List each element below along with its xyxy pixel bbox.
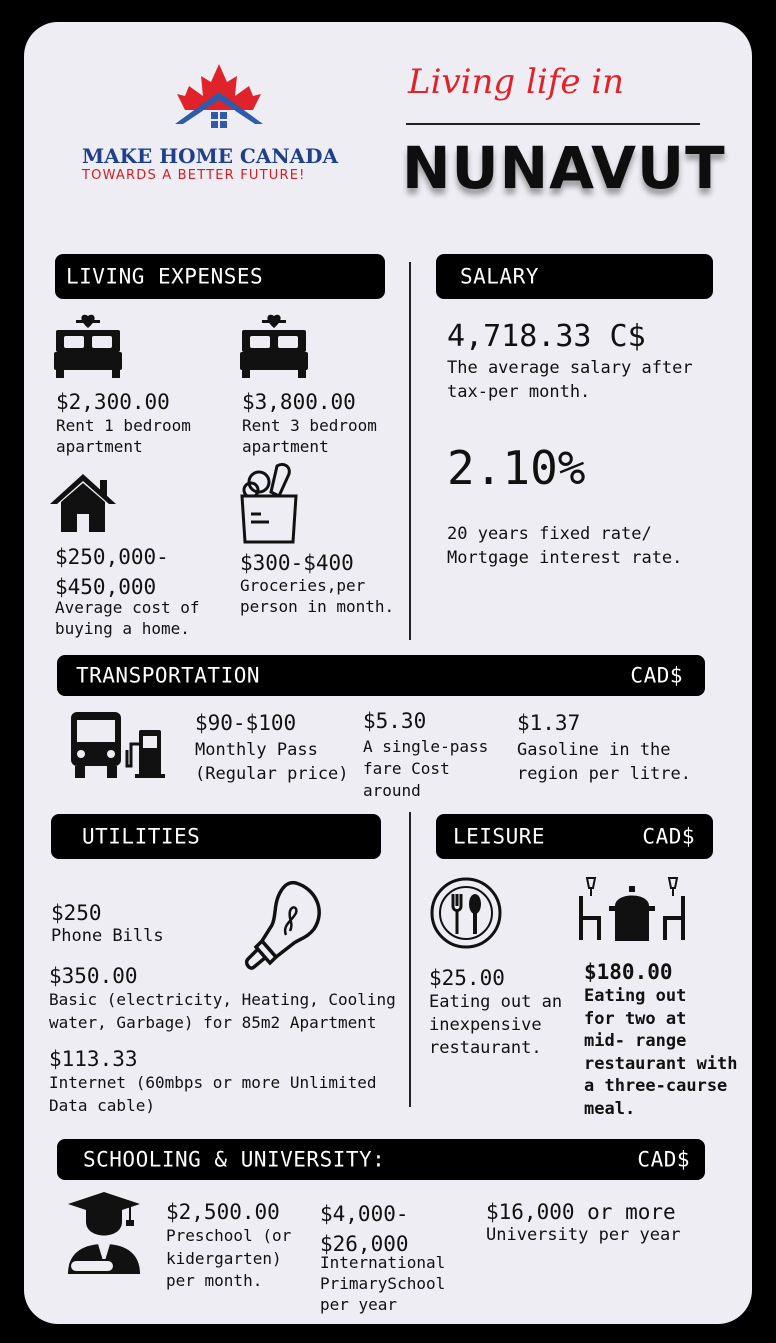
basic-utilities-label: Basic (electricity, Heating, Cooling water, Garbage) for 85m2 Apartment bbox=[49, 990, 396, 1032]
primary-school-label: International PrimarySchool per year bbox=[320, 1253, 446, 1314]
dining-table-icon bbox=[579, 876, 685, 942]
salary-title: SALARY bbox=[460, 264, 539, 288]
utilities-title: UTILITIES bbox=[82, 824, 201, 848]
logo bbox=[79, 62, 359, 192]
grocery-bag-icon bbox=[239, 462, 299, 546]
groceries-label: Groceries,per person in month. bbox=[240, 576, 395, 616]
schooling-header bbox=[57, 1139, 705, 1180]
groceries-value: $300-$400 bbox=[240, 551, 354, 575]
title-divider bbox=[406, 123, 700, 125]
mortgage-rate-label: 20 years fixed rate/ Mortgage interest rate. bbox=[447, 524, 683, 568]
living-expenses-header bbox=[55, 254, 385, 299]
mid-range-meal-label: Eating out for two at mid- range restaurant with a three-caurse meal. bbox=[584, 986, 738, 1119]
leisure-title: LEISURE bbox=[453, 824, 546, 848]
graduate-icon bbox=[64, 1190, 144, 1280]
house-icon bbox=[48, 472, 118, 534]
internet-value: $113.33 bbox=[49, 1047, 138, 1071]
maple-leaf-house-icon bbox=[169, 62, 269, 136]
rent-3-bedroom-value: $3,800.00 bbox=[242, 390, 356, 414]
brand-name: MAKE HOME CANADA bbox=[82, 144, 339, 168]
home-cost-label: Average cost of buying a home. bbox=[55, 598, 200, 638]
living-expenses-title: LIVING EXPENSES bbox=[66, 264, 264, 288]
transportation-header bbox=[57, 655, 705, 696]
phone-bills-value: $250 bbox=[51, 901, 102, 925]
preschool-value: $2,500.00 bbox=[166, 1200, 280, 1224]
plate-cutlery-icon bbox=[429, 876, 503, 950]
inexpensive-meal-label: Eating out an inexpensive restaurant. bbox=[429, 992, 563, 1058]
rent-1-bedroom-label: Rent 1 bedroom apartment bbox=[56, 416, 191, 456]
university-value: $16,000 or more bbox=[486, 1200, 676, 1224]
bed-icon bbox=[240, 314, 308, 380]
schooling-title: SCHOOLING & UNIVERSITY: bbox=[83, 1147, 386, 1171]
monthly-pass-label: Monthly Pass (Regular price) bbox=[195, 740, 349, 784]
single-fare-label: A single-pass fare Cost around bbox=[363, 737, 489, 800]
region-title: NUNAVUT bbox=[402, 134, 726, 202]
rent-1-bedroom-value: $2,300.00 bbox=[56, 390, 170, 414]
bus-gas-station-icon bbox=[69, 710, 167, 780]
bed-icon bbox=[54, 314, 122, 380]
mid-range-meal-value: $180.00 bbox=[584, 960, 673, 984]
salary-amount: 4,718.33 C$ bbox=[447, 319, 646, 354]
rent-3-bedroom-label: Rent 3 bedroom apartment bbox=[242, 416, 377, 456]
university-label: University per year bbox=[486, 1225, 681, 1245]
monthly-pass-value: $90-$100 bbox=[195, 711, 297, 735]
gasoline-value: $1.37 bbox=[517, 711, 581, 735]
brand-tagline: TOWARDS A BETTER FUTURE! bbox=[82, 168, 306, 183]
inexpensive-meal-value: $25.00 bbox=[429, 966, 505, 990]
script-title: Living life in bbox=[408, 62, 625, 102]
gasoline-label: Gasoline in the region per litre. bbox=[517, 740, 691, 784]
preschool-label: Preschool (or kidergarten) per month. bbox=[166, 1226, 292, 1290]
phone-bills-label: Phone Bills bbox=[51, 926, 164, 946]
transportation-currency: CAD$ bbox=[630, 663, 683, 687]
home-cost-value: $250,000- $450,000 bbox=[55, 545, 169, 599]
basic-utilities-value: $350.00 bbox=[49, 964, 138, 988]
internet-label: Internet (60mbps or more Unlimited Data cable) bbox=[49, 1073, 377, 1115]
divider-bottom bbox=[409, 812, 411, 1107]
utilities-header bbox=[51, 814, 381, 859]
salary-header bbox=[436, 254, 713, 299]
mortgage-rate: 2.10% bbox=[447, 441, 586, 495]
leisure-currency: CAD$ bbox=[642, 824, 695, 848]
transportation-title: TRANSPORTATION bbox=[76, 663, 261, 687]
primary-school-value: $4,000- $26,000 bbox=[320, 1202, 409, 1256]
infographic-card bbox=[24, 22, 752, 1324]
leisure-header bbox=[436, 814, 713, 859]
light-bulb-icon bbox=[236, 877, 326, 972]
single-fare-value: $5.30 bbox=[363, 709, 427, 733]
salary-amount-label: The average salary after tax-per month. bbox=[447, 358, 693, 402]
schooling-currency: CAD$ bbox=[637, 1147, 690, 1171]
divider-top bbox=[409, 262, 411, 640]
